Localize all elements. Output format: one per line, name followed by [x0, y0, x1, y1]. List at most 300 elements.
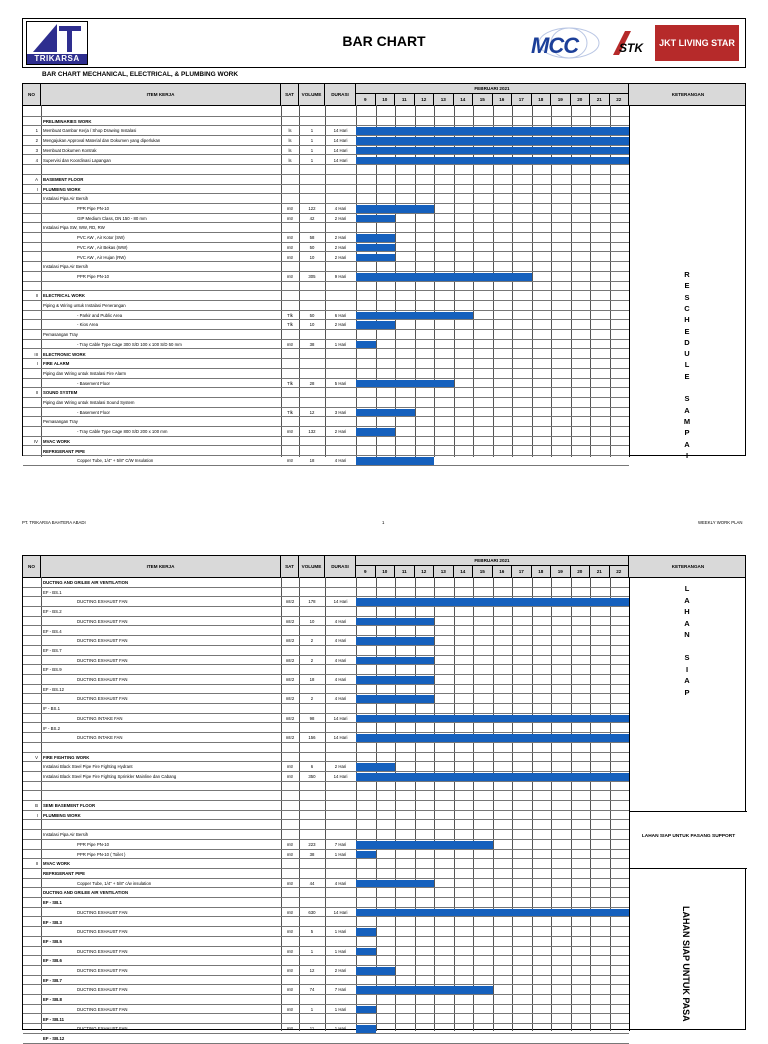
row-unit: ls: [288, 138, 292, 144]
keterangan-letter: N: [684, 630, 690, 639]
table-row: [23, 291, 629, 301]
row-item-name: EF - SB.12: [43, 1035, 65, 1041]
keterangan-letter: A: [684, 676, 690, 685]
table-row: [23, 821, 629, 831]
row-item-name: Supervisi dan Koordinasi Lapangan: [43, 157, 111, 163]
row-item-name: EF - SB.7: [43, 977, 62, 983]
gantt-bar: [356, 948, 376, 956]
table-row: [23, 320, 629, 330]
table-row: [23, 937, 629, 947]
row-duration: 2 Hari: [334, 244, 347, 250]
row-volume: 38: [309, 851, 315, 857]
day-header: 19: [551, 566, 571, 577]
table-row: [23, 272, 629, 282]
row-duration: 14 Hari: [333, 774, 348, 779]
row-duration: 2 Hari: [334, 322, 347, 328]
row-volume: 2: [310, 696, 314, 702]
day-header: 20: [571, 94, 591, 105]
row-duration: 14 Hari: [333, 715, 348, 721]
row-volume: 350: [308, 774, 316, 779]
row-unit: mtr: [286, 929, 294, 935]
row-item-name: DUCTING INTAKE FAN: [77, 735, 123, 741]
keterangan-letter: I: [685, 664, 689, 674]
keterangan-letter: E: [684, 281, 690, 291]
table-row: [23, 398, 629, 408]
row-volume: 50: [309, 244, 315, 250]
row-item-name: DUCTING EXHAUST FAN: [77, 677, 128, 682]
row-unit: mtr: [286, 1026, 294, 1032]
day-header: 13: [434, 94, 454, 105]
row-duration: 1 Hari: [334, 1006, 347, 1012]
row-item-name: EF - SB.5: [43, 938, 62, 944]
row-volume: 2: [310, 638, 314, 644]
row-item-name: EF - SB.6: [43, 958, 62, 964]
gantt-bar: [356, 880, 434, 888]
row-duration: 14 Hari: [333, 147, 348, 153]
table-row: [23, 253, 629, 263]
day-header: 16: [493, 566, 513, 577]
row-duration: 2 Hari: [334, 254, 347, 260]
row-volume: 74: [309, 987, 315, 993]
table-row: [23, 185, 629, 195]
row-number: II: [35, 861, 38, 867]
day-header: 14: [454, 566, 474, 577]
row-item-name: DUCTING EXHAUST FAN: [77, 948, 128, 954]
row-unit: mtr: [286, 254, 294, 260]
gantt-bar: [356, 657, 434, 665]
row-unit: mtr2: [285, 735, 295, 741]
table-row: [23, 1034, 629, 1044]
table-row: [23, 146, 629, 156]
row-duration: 1 Hari: [334, 929, 347, 935]
gantt-bar: [356, 928, 376, 936]
table-row: [23, 165, 629, 175]
row-item-name: ELECTRONIC WORK: [43, 351, 86, 357]
gantt-bar: [356, 909, 629, 917]
row-item-name: SOUND SYSTEM: [43, 390, 78, 396]
row-volume: 6: [310, 764, 314, 770]
table-row: [23, 791, 629, 801]
table-row: [23, 126, 629, 136]
table-row: [23, 859, 629, 869]
column-header-item: ITEM KERJA: [41, 84, 281, 105]
row-item-name: ELECTRICAL WORK: [43, 293, 85, 299]
row-item-name: PVC AW , Air Bekas (WW): [77, 244, 128, 250]
day-header: 12: [415, 94, 435, 105]
column-header-item: ITEM KERJA: [41, 556, 281, 577]
table-row: [23, 243, 629, 253]
row-number: I: [36, 812, 38, 818]
day-header: 11: [395, 94, 415, 105]
column-header-sat: SAT: [281, 556, 299, 577]
table-row: [23, 704, 629, 714]
gantt-bar: [356, 157, 629, 165]
table-row: [23, 724, 629, 734]
row-duration: 7 Hari: [334, 841, 347, 847]
keterangan-letter: S: [684, 292, 690, 302]
gantt-bar: [356, 215, 395, 223]
footer-page-number: 1: [382, 520, 385, 525]
day-header: 10: [376, 94, 396, 105]
row-number: V: [35, 754, 38, 760]
keterangan-letter: S: [684, 653, 690, 662]
keterangan-letter: C: [684, 303, 690, 313]
row-volume: 10: [309, 322, 315, 328]
row-number: I: [36, 186, 38, 192]
gantt-bar: [356, 734, 629, 742]
table-row: [23, 262, 629, 272]
row-item-name: PLUMBING WORK: [43, 812, 81, 818]
row-duration: 14 Hari: [333, 735, 348, 741]
row-item-name: DUCTING EXHAUST FAN: [77, 1006, 128, 1012]
row-item-name: Copper Tube, 1/4" + 5/8" c/w insulation: [77, 880, 152, 886]
table-row: [23, 927, 629, 937]
row-item-name: SEMI BASEMENT FLOOR: [43, 803, 96, 809]
gantt-bar: [356, 851, 376, 859]
row-unit: mtr: [286, 851, 294, 857]
gantt-bar: [356, 244, 395, 252]
row-item-name: EF - SB.11: [43, 1016, 65, 1022]
table-row: [23, 694, 629, 704]
table-row: [23, 966, 629, 976]
row-volume: 1: [310, 138, 314, 144]
row-volume: 1: [310, 157, 314, 163]
row-volume: 1: [310, 147, 314, 153]
document-subtitle: BAR CHART MECHANICAL, ELECTRICAL, & PLUMBING WORK: [42, 71, 239, 78]
table-row: [23, 214, 629, 224]
keterangan-letter: H: [684, 315, 690, 325]
table-row: [23, 956, 629, 966]
row-duration: 1 Hari: [334, 341, 347, 347]
row-number: I: [36, 361, 38, 367]
day-header: 9: [356, 94, 376, 105]
row-item-name: - Basement Floor: [77, 409, 110, 415]
row-volume: 11: [309, 1026, 315, 1032]
keterangan-letter: E: [684, 371, 690, 381]
table-row: [23, 1015, 629, 1025]
row-item-name: EF - BS.4: [43, 628, 62, 634]
row-unit: mtr2: [285, 618, 295, 624]
row-volume: 1: [310, 128, 314, 134]
day-header: 16: [493, 94, 513, 105]
day-header: 14: [454, 94, 474, 105]
table-row: [23, 918, 629, 928]
row-item-name: Instalasi Black Steel Pipe Fire Fighting Sprinkler Mainline dan Cabang: [43, 774, 177, 779]
gantt-bar: [356, 841, 493, 849]
footer-document-type: WEEKLY WORK PLAN: [698, 520, 743, 525]
row-duration: 2 Hari: [334, 764, 347, 770]
gantt-bar: [356, 428, 395, 436]
gantt-bar: [356, 695, 434, 703]
table-row: [23, 1024, 629, 1034]
gantt-bar: [356, 234, 395, 242]
row-duration: 7 Hari: [334, 987, 347, 993]
table-row: [23, 888, 629, 898]
column-header-keterangan: KETERANGAN: [671, 92, 705, 97]
row-duration: 1 Hari: [334, 948, 347, 954]
row-duration: 9 Hari: [334, 273, 347, 279]
row-item-name: FIRE ALARM: [43, 361, 70, 367]
page-title: BAR CHART: [342, 33, 426, 49]
row-item-name: DUCTING EXHAUST FAN: [77, 968, 128, 973]
table-row: [23, 388, 629, 398]
gantt-bar: [356, 457, 434, 465]
row-unit: Tlk: [287, 409, 293, 415]
row-unit: mtr: [286, 273, 294, 279]
table-row: [23, 762, 629, 772]
row-volume: 132: [308, 429, 316, 435]
keterangan-letter: A: [684, 618, 690, 628]
table-row: [23, 223, 629, 233]
day-header: 22: [610, 566, 630, 577]
keterangan-rotated-text: LAHAN SIAP UNTUK PASA: [681, 906, 691, 1022]
table-row: [23, 850, 629, 860]
row-item-name: PPR Pipe PN-10: [77, 206, 110, 211]
row-number: 3: [35, 147, 38, 153]
keterangan-letter: S: [684, 394, 690, 404]
gantt-bar: [356, 967, 395, 975]
row-unit: mtr: [286, 968, 294, 973]
table-row: [23, 447, 629, 457]
table-row: [23, 340, 629, 350]
row-unit: mtr: [286, 458, 294, 464]
row-item-name: Pemasangan Tray: [43, 419, 78, 425]
column-header-month: FEBRUARI 2021: [356, 556, 629, 566]
gantt-bar: [356, 676, 434, 684]
keterangan-letter: I: [685, 450, 689, 460]
row-item-name: PPR Pipe PN-10: [77, 841, 110, 847]
row-duration: 4 Hari: [334, 206, 347, 211]
keterangan-note-text: LAHAN SIAP UNTUK PASANG SUPPORT: [641, 833, 736, 839]
table-row: [23, 578, 629, 588]
row-number: 2: [35, 138, 38, 144]
row-duration: 5 Hari: [334, 380, 347, 386]
row-item-name: - Kios Area: [77, 322, 99, 328]
table-row: [23, 908, 629, 918]
row-duration: 2 Hari: [334, 968, 347, 973]
row-unit: Tlk: [287, 322, 293, 328]
keterangan-letter: A: [684, 595, 690, 605]
row-item-name: DUCTING AND GRILEE AIR VENTILATION: [43, 890, 129, 896]
row-unit: ls: [288, 147, 292, 153]
table-row: [23, 156, 629, 166]
row-item-name: DUCTING EXHAUST FAN: [77, 1026, 128, 1032]
row-item-name: PVC AW , Air Hujan (RW): [77, 254, 126, 260]
row-item-name: BASEMENT FLOOR: [43, 176, 84, 182]
row-number: 1: [35, 128, 38, 134]
table-header: [23, 556, 745, 578]
gantt-bar: [356, 773, 629, 781]
table-row: [23, 204, 629, 214]
gantt-bar: [356, 254, 395, 262]
table-row: [23, 417, 629, 427]
row-item-name: DUCTING EXHAUST FAN: [77, 618, 128, 624]
row-number: III: [34, 351, 38, 357]
table-row: [23, 194, 629, 204]
row-unit: mtr: [286, 841, 294, 847]
row-volume: 98: [309, 715, 315, 721]
row-volume: 44: [309, 880, 315, 886]
table-row: [23, 646, 629, 656]
row-unit: mtr2: [285, 715, 295, 721]
row-duration: 2 Hari: [334, 429, 347, 435]
column-header-durasi: DURASI: [325, 556, 356, 577]
keterangan-letter: R: [684, 270, 690, 279]
row-item-name: DUCTING AND GRILEE AIR VENTILATION: [43, 580, 129, 585]
row-item-name: Instalasi Black Steel Pipe Fire Fighting Hydrant: [43, 764, 133, 770]
table-row: [23, 369, 629, 379]
gantt-bar: [356, 341, 376, 349]
logo-text: TRIKARSA: [27, 54, 87, 64]
gantt-bar: [356, 986, 493, 994]
table-row: [23, 733, 629, 743]
row-item-name: DUCTING EXHAUST FAN: [77, 599, 128, 605]
day-header: 19: [551, 94, 571, 105]
gantt-bar: [356, 205, 434, 213]
gantt-bar: [356, 618, 434, 626]
row-unit: Tlk: [287, 312, 293, 318]
table-row: [23, 456, 629, 466]
row-volume: 178: [308, 599, 316, 605]
row-duration: 1 Hari: [334, 851, 347, 857]
row-item-name: DUCTING EXHAUST FAN: [77, 657, 128, 663]
gantt-bar: [356, 312, 473, 320]
row-unit: mtr: [286, 1006, 294, 1012]
table-row: [23, 107, 629, 117]
row-duration: 2 Hari: [334, 215, 347, 221]
table-header: [23, 84, 745, 106]
row-item-name: MVAC WORK: [43, 861, 71, 867]
row-volume: 42: [309, 215, 315, 221]
gantt-bar: [356, 409, 415, 417]
row-volume: 38: [309, 341, 315, 347]
gantt-bar: [356, 715, 629, 723]
row-duration: 4 Hari: [334, 696, 347, 702]
table-row: [23, 665, 629, 675]
day-header: 11: [395, 566, 415, 577]
row-unit: mtr: [286, 764, 294, 770]
keterangan-letter: H: [684, 607, 690, 616]
table-row: [23, 995, 629, 1005]
row-item-name: - Basement Floor: [77, 380, 110, 386]
day-header: 22: [610, 94, 630, 105]
row-number: II: [35, 390, 38, 396]
row-item-name: PVC AW , Air Kotor (SW): [77, 235, 125, 241]
table-row: [23, 840, 629, 850]
row-volume: 50: [309, 312, 315, 318]
row-item-name: - Tray Cable Type Cage 800 S/D 200 x 100 mm: [77, 429, 168, 435]
row-volume: 18: [309, 458, 315, 464]
table-row: [23, 976, 629, 986]
row-volume: 630: [308, 909, 316, 915]
row-item-name: EF - BS.1: [43, 589, 62, 595]
table-row: [23, 350, 629, 360]
table-row: [23, 301, 629, 311]
table-row: [23, 597, 629, 607]
row-unit: mtr: [286, 215, 294, 221]
row-item-name: DUCTING EXHAUST FAN: [77, 909, 128, 915]
row-volume: 5: [310, 929, 314, 935]
gantt-bar: [356, 127, 629, 135]
row-item-name: DUCTING EXHAUST FAN: [77, 987, 128, 993]
day-header: 17: [512, 566, 532, 577]
row-item-name: Piping dan Wiring untuk Instalasi Fire Alarm: [43, 370, 127, 376]
gantt-bar: [356, 147, 629, 155]
row-duration: 14 Hari: [333, 909, 348, 915]
row-item-name: DUCTING EXHAUST FAN: [77, 638, 128, 644]
row-item-name: EF - BS.2: [43, 609, 62, 615]
row-volume: 12: [309, 968, 315, 973]
row-volume: 18: [309, 677, 315, 682]
row-unit: mtr: [286, 235, 294, 241]
row-item-name: - Parkir and Public Area: [77, 312, 123, 318]
table-row: [23, 117, 629, 127]
table-row: [23, 427, 629, 437]
row-unit: mtr2: [285, 696, 295, 702]
keterangan-letter: L: [684, 360, 690, 370]
schedule-table-page-1: [22, 83, 746, 464]
gantt-bar: [356, 273, 532, 281]
gantt-bar: [356, 637, 434, 645]
table-row: [23, 830, 629, 840]
row-unit: mtr2: [285, 599, 295, 605]
table-row: [23, 675, 629, 685]
row-item-name: - Tray Cable Type Cage 300 S/D 100 x 100 S/D 50 mm: [77, 341, 182, 347]
stk-logo: [609, 27, 649, 59]
gantt-bar: [356, 598, 629, 606]
row-volume: 223: [308, 841, 316, 847]
row-volume: 58: [309, 235, 315, 241]
row-number: II: [35, 293, 38, 299]
row-unit: mtr: [286, 948, 294, 954]
column-header-no: NO: [23, 556, 41, 577]
row-duration: 3 Hari: [334, 409, 347, 415]
table-row: [23, 656, 629, 666]
table-row: [23, 985, 629, 995]
table-row: [23, 1005, 629, 1015]
row-number: IV: [33, 438, 38, 444]
row-number: B: [35, 803, 38, 809]
day-header: 13: [434, 566, 454, 577]
table-row: [23, 753, 629, 763]
table-row: [23, 782, 629, 792]
row-volume: 2: [310, 657, 314, 663]
row-duration: 14 Hari: [333, 128, 348, 134]
table-row: [23, 437, 629, 447]
row-volume: 1: [310, 1006, 314, 1012]
column-header-volume: VOLUME: [299, 84, 325, 105]
day-header: 15: [473, 94, 493, 105]
row-item-name: REFRIGERANT PIPE: [43, 871, 86, 876]
column-header-keterangan: KETERANGAN: [671, 564, 705, 569]
row-item-name: EF - SB.3: [43, 919, 62, 925]
row-number: A: [35, 176, 38, 182]
keterangan-letter: P: [684, 428, 690, 438]
row-item-name: FIRE FIGHTING WORK: [43, 754, 90, 760]
row-item-name: PRELIMINARIES WORK: [43, 118, 92, 124]
row-volume: 28: [309, 380, 315, 386]
grid-line: [629, 577, 630, 1031]
column-header-durasi: DURASI: [325, 84, 356, 105]
table-row: [23, 879, 629, 889]
table-row: [23, 607, 629, 617]
row-unit: mtr: [286, 341, 294, 347]
row-item-name: MVAC WORK: [43, 438, 71, 444]
row-item-name: DUCTING INTAKE FAN: [77, 715, 123, 721]
row-item-name: EF - SB.1: [43, 900, 62, 906]
stk-logo-text: STK: [619, 41, 643, 55]
table-row: [23, 617, 629, 627]
